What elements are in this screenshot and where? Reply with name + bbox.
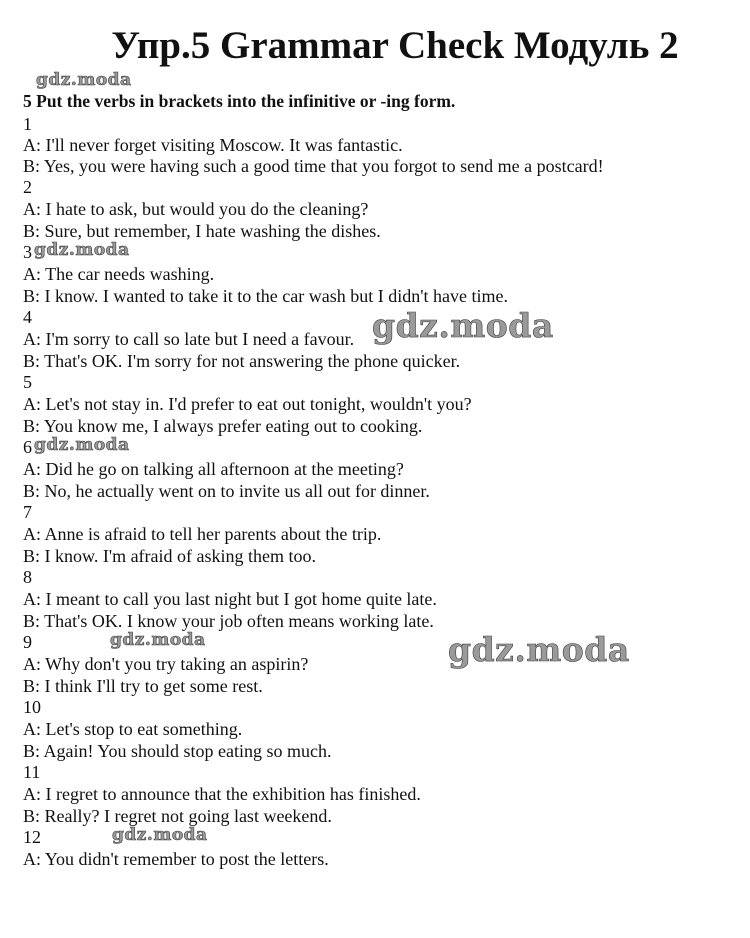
item-number: 6 xyxy=(23,437,32,457)
watermark: gdz.moda xyxy=(36,70,132,90)
dialogue-line-a: A: You didn't remember to post the letters. xyxy=(23,849,329,869)
dialogue-line-b: B: That's OK. I know your job often means working late. xyxy=(23,611,434,631)
dialogue-line-a: A: Let's stop to eat something. xyxy=(23,719,243,739)
dialogue-line-b: B: You know me, I always prefer eating out to cooking. xyxy=(23,416,423,436)
instruction: 5 Put the verbs in brackets into the infinitive or -ing form. xyxy=(23,91,456,111)
item-number: 4 xyxy=(23,307,32,327)
dialogue-line-b: B: That's OK. I'm sorry for not answering the phone quicker. xyxy=(23,351,461,371)
watermark: gdz.moda xyxy=(372,306,554,345)
dialogue-line-a: A: Did he go on talking all afternoon at the meeting? xyxy=(23,459,404,479)
watermark: gdz.moda xyxy=(448,630,630,669)
item-number: 9 xyxy=(23,632,32,652)
watermark: gdz.moda xyxy=(34,240,130,260)
item-number: 12 xyxy=(23,827,41,847)
dialogue-line-a: A: Anne is afraid to tell her parents about the trip. xyxy=(23,524,382,544)
watermark: gdz.moda xyxy=(34,435,130,455)
dialogue-line-a: A: I'm sorry to call so late but I need a favour. xyxy=(23,329,355,349)
dialogue-line-b: B: Yes, you were having such a good time that you forgot to send me a postcard! xyxy=(23,156,604,176)
item-number: 2 xyxy=(23,177,32,197)
dialogue-line-a: A: I meant to call you last night but I got home quite late. xyxy=(23,589,437,609)
item-number: 11 xyxy=(23,762,41,782)
dialogue-line-b: B: I know. I'm afraid of asking them too. xyxy=(23,546,317,566)
dialogue-line-b: B: I think I'll try to get some rest. xyxy=(23,676,263,696)
dialogue-line-b: B: Really? I regret not going last weekend. xyxy=(23,806,332,826)
item-number: 10 xyxy=(23,697,41,717)
watermark: gdz.moda xyxy=(112,825,208,845)
item-number: 1 xyxy=(23,114,32,134)
dialogue-line-a: A: I regret to announce that the exhibition has finished. xyxy=(23,784,421,804)
dialogue-line-a: A: The car needs washing. xyxy=(23,264,215,284)
dialogue-line-b: B: Sure, but remember, I hate washing the dishes. xyxy=(23,221,381,241)
page-title: Упр.5 Grammar Check Модуль 2 xyxy=(111,24,679,67)
item-number: 3 xyxy=(23,242,32,262)
dialogue-line-a: A: Why don't you try taking an aspirin? xyxy=(23,654,309,674)
dialogue-line-a: A: I hate to ask, but would you do the cleaning? xyxy=(23,199,369,219)
item-number: 8 xyxy=(23,567,32,587)
dialogue-line-b: B: Again! You should stop eating so much. xyxy=(23,741,332,761)
item-number: 5 xyxy=(23,372,32,392)
watermark: gdz.moda xyxy=(110,630,206,650)
item-number: 7 xyxy=(23,502,32,522)
dialogue-line-a: A: Let's not stay in. I'd prefer to eat out tonight, wouldn't you? xyxy=(23,394,472,414)
dialogue-line-a: A: I'll never forget visiting Moscow. It was fantastic. xyxy=(23,135,403,155)
dialogue-line-b: B: I know. I wanted to take it to the car wash but I didn't have time. xyxy=(23,286,508,306)
dialogue-line-b: B: No, he actually went on to invite us all out for dinner. xyxy=(23,481,430,501)
